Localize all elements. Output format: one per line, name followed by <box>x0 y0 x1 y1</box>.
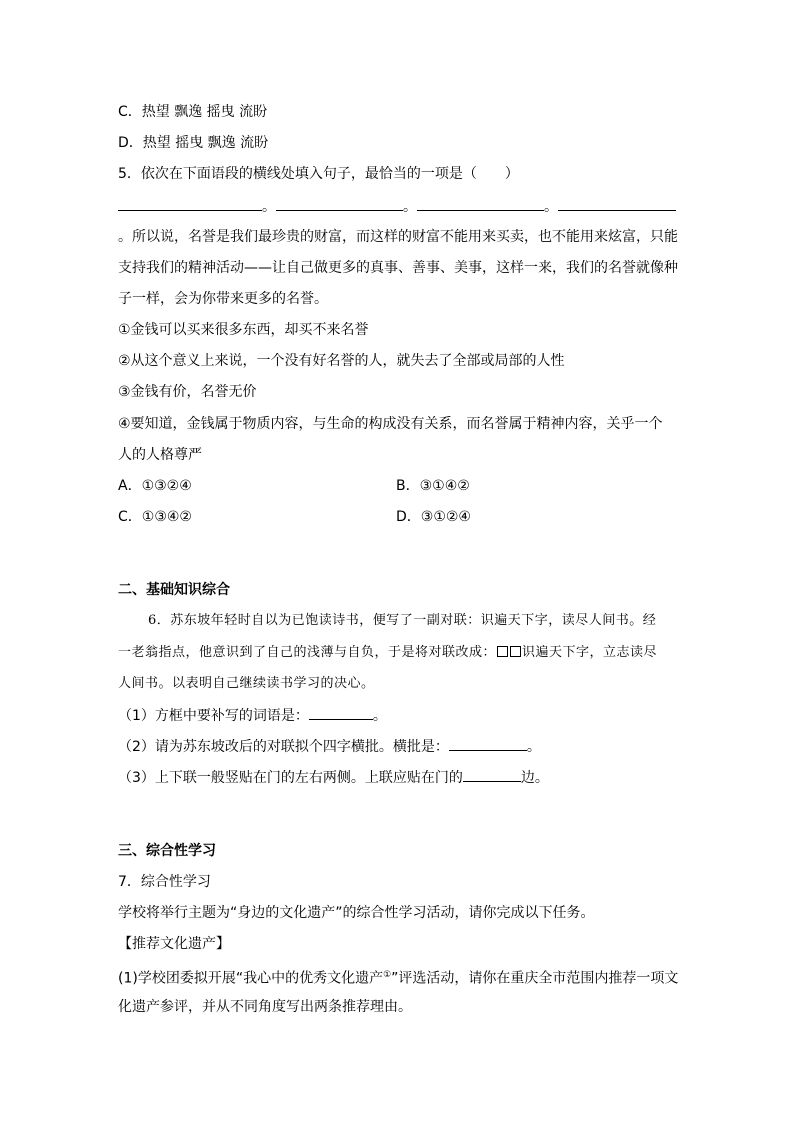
q7-title: 7．综合性学习 <box>118 874 211 890</box>
answer-box-1[interactable] <box>497 646 508 657</box>
q6-sub-1-blank[interactable] <box>309 705 373 720</box>
q6-sub-2 <box>118 736 541 757</box>
q7-task-heading: 【推荐文化遗产】 <box>118 936 230 952</box>
q6-line-3: 人间书。以表明自己继续读书学习的决心。 <box>118 676 375 691</box>
q6-line-2-text-b: 识遍天下字，立志读尽 <box>522 645 658 660</box>
q5-blank-3[interactable] <box>417 196 544 211</box>
q5-blank-4[interactable] <box>558 196 676 211</box>
q7-intro: 学校将举行主题为“身边的文化遗产”的综合性学习活动，请你完成以下任务。 <box>118 905 595 921</box>
q7-task-1 <box>118 965 678 989</box>
q6-line-2-text-a: 一老翁指点，他意识到了自己的浅薄与自负，于是将对联改成： <box>118 645 497 660</box>
q5-item-3: ③金钱有价，名誉无价 <box>118 384 257 400</box>
q4-option-c: C．热望 飘逸 摇曳 流盼 <box>118 104 268 120</box>
q5-item-4-cont: 人的人格尊严 <box>118 447 202 463</box>
q5-blank-2[interactable] <box>276 196 403 211</box>
q4-option-d: D．热望 摇曳 飘逸 流盼 <box>118 135 269 151</box>
q6-sub-3-blank[interactable] <box>463 767 521 782</box>
q5-blank-1[interactable] <box>118 196 262 211</box>
section2-heading: 二、基础知识综合 <box>118 582 230 598</box>
footnote-marker[interactable]: ① <box>383 970 392 980</box>
q6-sub-2-blank[interactable] <box>449 736 527 751</box>
section3-heading: 三、综合性学习 <box>118 843 216 859</box>
q7-task-1-text-a: (1)学校团委拟开展“我心中的优秀文化遗产 <box>118 970 384 987</box>
q5-passage-line-2: 支持我们的精神活动——让自己做更多的真事、善事、美事，这样一来，我们的名誉就像种 <box>118 260 678 276</box>
q5-choice-b[interactable]: B．③①④② <box>396 478 470 494</box>
q5-item-4: ④要知道，金钱属于物质内容，与生命的构成没有关系，而名誉属于精神内容，关乎一个 <box>118 416 663 432</box>
q6-sub-2-text: （2）请为苏东坡改后的对联拟个四字横批。横批是： <box>118 739 449 755</box>
q6-sub-2-end: 。 <box>526 739 541 755</box>
q5-passage-line-1: 。所以说，名誉是我们最珍贵的财富，而这样的财富不能用来买卖，也不能用来炫富，只能 <box>118 229 678 245</box>
q7-task-1-line-2: 化遗产参评，并从不同角度写出两条推荐理由。 <box>118 999 412 1015</box>
answer-box-2[interactable] <box>510 646 521 657</box>
q5-item-1: ①金钱可以买来很多东西，却买不来名誉 <box>118 322 369 338</box>
q6-line-2 <box>118 643 657 663</box>
q5-period-1: 。 <box>262 199 276 215</box>
q5-choice-d[interactable]: D．③①②④ <box>396 509 471 525</box>
q5-item-2: ②从这个意义上来说，一个没有好名誉的人，就失去了全部或局部的人性 <box>118 353 565 369</box>
q6-sub-3-text: （3）上下联一般竖贴在门的左右两侧。上联应贴在门的 <box>118 770 463 786</box>
q6-sub-3-end: 边。 <box>520 770 549 786</box>
q5-stem: 5．依次在下面语段的横线处填入句子，最恰当的一项是（ ） <box>118 166 519 182</box>
q5-choice-a[interactable]: A．①③②④ <box>118 478 192 494</box>
q6-sub-1-end: 。 <box>372 708 387 724</box>
q6-sub-1-text: （1）方框中要补写的词语是： <box>118 708 309 724</box>
q6-sub-1 <box>118 705 387 726</box>
q5-choice-c[interactable]: C．①③④② <box>118 509 192 525</box>
q5-period-2: 。 <box>403 199 417 215</box>
q6-line-1: 6．苏东坡年轻时自以为已饱读诗书，便写了一副对联：识遍天下字，读尽人间书。经 <box>148 613 657 628</box>
q7-task-1-text-b: ”评选活动，请你在重庆全市范围内推荐一项文 <box>391 970 679 987</box>
q5-period-3: 。 <box>544 199 558 215</box>
q5-blanks-row <box>118 196 676 217</box>
q6-sub-3 <box>118 767 549 788</box>
q5-passage-line-3: 子一样，会为你带来更多的名誉。 <box>118 291 328 307</box>
